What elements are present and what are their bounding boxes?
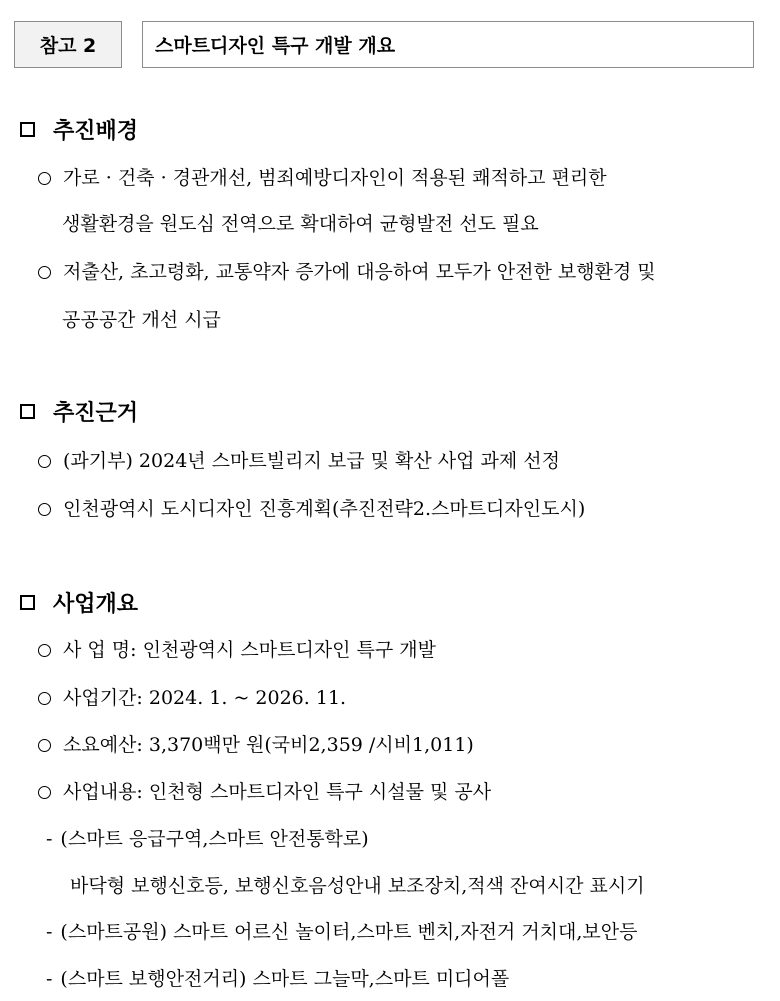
dash-bullet-icon: - [46, 828, 53, 850]
sub-list-item: - (스마트 보행안전거리) 스마트 그늘막,스마트 미디어폴 [46, 968, 510, 990]
list-item: 인천광역시 도시디자인 진흥계획(추진전략2.스마트디자인도시) [38, 494, 585, 521]
circle-bullet-icon [38, 455, 51, 468]
list-item: 소요예산: 3,370백만 원(국비2,359 /시비1,011) [38, 730, 474, 757]
circle-bullet-icon [38, 644, 51, 657]
checkbox-square-icon [20, 595, 35, 610]
list-item: (과기부) 2024년 스마트빌리지 보급 및 확산 사업 과제 선정 [38, 446, 560, 473]
list-item: 사업내용: 인천형 스마트디자인 특구 시설물 및 공사 [38, 777, 491, 804]
checkbox-square-icon [20, 404, 35, 419]
header [14, 21, 754, 68]
circle-bullet-icon [38, 692, 51, 705]
circle-bullet-icon [38, 266, 51, 279]
circle-bullet-icon [38, 786, 51, 799]
list-item: 저출산, 초고령화, 교통약자 증가에 대응하여 모두가 안전한 보행환경 및 [38, 257, 656, 284]
section-title-basis [20, 396, 138, 427]
section-title-text: 사업개요 [53, 592, 139, 617]
list-item: 사 업 명: 인천광역시 스마트디자인 특구 개발 [38, 635, 436, 662]
sub-list-item: - (스마트공원) 스마트 어르신 놀이터,스마트 벤치,자전거 거치대,보안등 [46, 921, 638, 943]
sub-list-item: - (스마트 응급구역,스마트 안전통학로) [46, 828, 369, 850]
list-item-continuation: 생활환경을 원도심 전역으로 확대하여 균형발전 선도 필요 [62, 213, 539, 235]
circle-bullet-icon [38, 172, 51, 185]
section-title-text: 추진근거 [53, 401, 139, 426]
list-item-continuation: 공공공간 개선 시급 [62, 309, 221, 331]
list-item: 사업기간: 2024. 1. ~ 2026. 11. [38, 683, 346, 710]
circle-bullet-icon [38, 739, 51, 752]
checkbox-square-icon [20, 122, 35, 137]
section-title-text: 추진배경 [53, 119, 139, 144]
document-title: 스마트디자인 특구 개발 개요 [142, 21, 754, 68]
circle-bullet-icon [38, 503, 51, 516]
list-item: 가로 · 건축 · 경관개선, 범죄예방디자인이 적용된 쾌적하고 편리한 [38, 163, 607, 190]
dash-bullet-icon: - [46, 921, 53, 943]
section-title-background [20, 114, 138, 145]
dash-bullet-icon: - [46, 968, 53, 990]
section-title-overview [20, 587, 138, 618]
reference-label: 참고 2 [14, 21, 122, 68]
sub-list-item-continuation: 바닥형 보행신호등, 보행신호음성안내 보조장치,적색 잔여시간 표시기 [70, 875, 645, 897]
